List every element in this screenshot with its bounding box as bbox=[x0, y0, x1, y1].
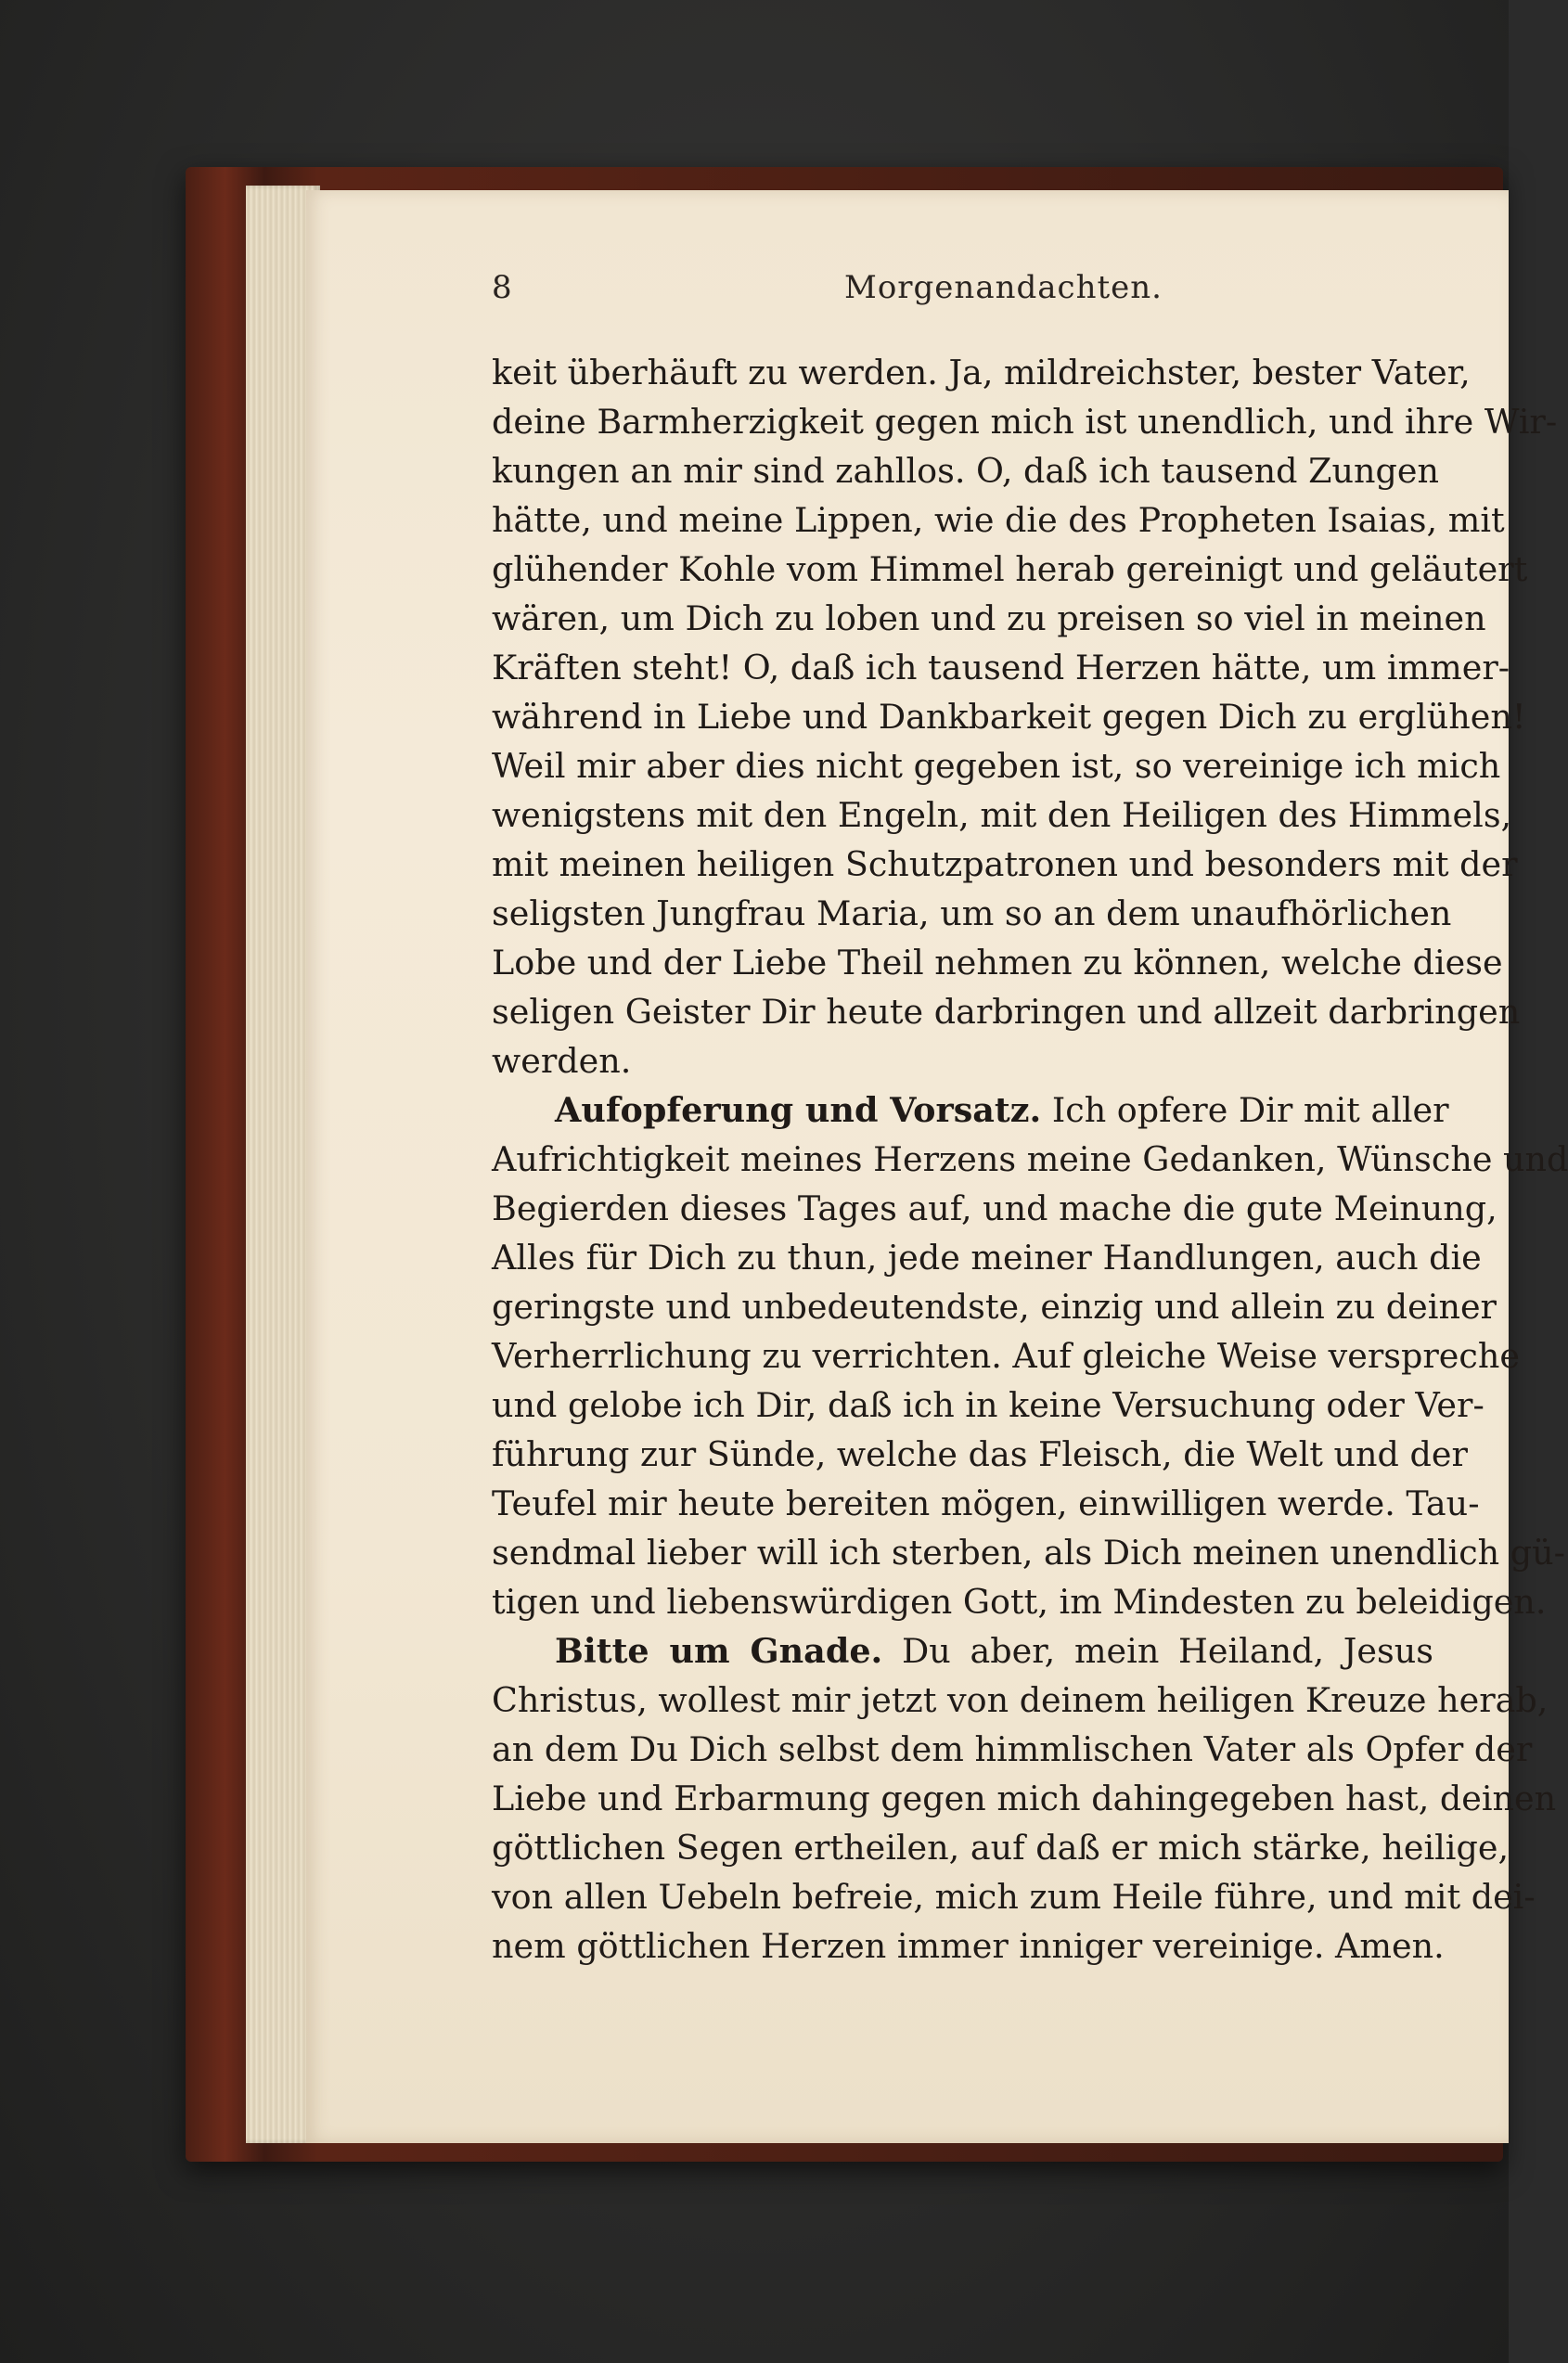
text-line: geringste und unbedeutendste, einzig und allein zu deiner bbox=[492, 1287, 1497, 1327]
text-line: Liebe und Erbarmung gegen mich dahingegeben hast, deinen bbox=[492, 1779, 1557, 1818]
text-line: Kräften steht! O, daß ich tausend Herzen hätte, um immer- bbox=[492, 648, 1510, 687]
text-line: während in Liebe und Dankbarkeit gegen Dich zu erglühen! bbox=[492, 697, 1526, 737]
text-line: Begierden dieses Tages auf, und mache die gute Meinung, bbox=[492, 1188, 1497, 1228]
section-heading: Aufopferung und Vorsatz. bbox=[555, 1090, 1042, 1130]
text-line: von allen Uebeln befreie, mich zum Heile führe, und mit dei- bbox=[492, 1877, 1536, 1917]
text-line: Weil mir aber dies nicht gegeben ist, so vereinige ich mich bbox=[492, 746, 1501, 786]
text-line: an dem Du Dich selbst dem himmlischen Vater als Opfer der bbox=[492, 1729, 1533, 1769]
text-line: glühender Kohle vom Himmel herab gereinigt und geläutert bbox=[492, 549, 1528, 589]
text-line: führung zur Sünde, welche das Fleisch, die Welt und der bbox=[492, 1434, 1468, 1474]
text-line: Alles für Dich zu thun, jede meiner Handlungen, auch die bbox=[492, 1238, 1482, 1278]
text-line: sendmal lieber will ich sterben, als Dich meinen unendlich gü- bbox=[492, 1533, 1565, 1573]
page-header bbox=[492, 269, 1420, 315]
page-number: 8 bbox=[492, 269, 512, 306]
text-line: Lobe und der Liebe Theil nehmen zu können, welche diese bbox=[492, 943, 1503, 982]
text-line: wenigstens mit den Engeln, mit den Heiligen des Himmels, bbox=[492, 795, 1512, 835]
section-line: Aufopferung und Vorsatz. Ich opfere Dir mit aller bbox=[555, 1090, 1449, 1130]
text-line: göttlichen Segen ertheilen, auf daß er mich stärke, heilige, bbox=[492, 1828, 1510, 1868]
body-text bbox=[492, 348, 1568, 1971]
text-line: kungen an mir sind zahllos. O, daß ich tausend Zungen bbox=[492, 451, 1439, 491]
text-line: deine Barmherzigkeit gegen mich ist unendlich, und ihre Wir- bbox=[492, 402, 1558, 442]
section-line: Bitte um Gnade. Du aber, mein Heiland, Jesus bbox=[555, 1631, 1433, 1671]
section-heading: Bitte um Gnade. bbox=[555, 1631, 883, 1671]
text-line: werden. bbox=[492, 1041, 632, 1081]
text-line: seligen Geister Dir heute darbringen und allzeit darbringen bbox=[492, 992, 1521, 1032]
text-line: hätte, und meine Lippen, wie die des Propheten Isaias, mit bbox=[492, 500, 1505, 540]
running-title: Morgenandachten. bbox=[844, 269, 1163, 306]
text-line: Verherrlichung zu verrichten. Auf gleiche Weise verspreche bbox=[492, 1336, 1520, 1376]
text-line: mit meinen heiligen Schutzpatronen und besonders mit der bbox=[492, 844, 1518, 884]
text-line: nem göttlichen Herzen immer inniger vereinige. Amen. bbox=[492, 1926, 1445, 1966]
text-line: keit überhäuft zu werden. Ja, mildreichster, bester Vater, bbox=[492, 353, 1471, 392]
text-line: Teufel mir heute bereiten mögen, einwilligen werde. Tau- bbox=[492, 1483, 1480, 1523]
text-line: tigen und liebenswürdigen Gott, im Mindesten zu beleidigen. bbox=[492, 1582, 1547, 1622]
text-line: wären, um Dich zu loben und zu preisen so viel in meinen bbox=[492, 598, 1486, 638]
text-line: Christus, wollest mir jetzt von deinem heiligen Kreuze herab, bbox=[492, 1680, 1549, 1720]
text-line: und gelobe ich Dir, daß ich in keine Versuchung oder Ver- bbox=[492, 1385, 1484, 1425]
text-line: seligsten Jungfrau Maria, um so an dem unaufhörlichen bbox=[492, 893, 1452, 933]
text-line: Aufrichtigkeit meines Herzens meine Gedanken, Wünsche und bbox=[492, 1139, 1568, 1179]
